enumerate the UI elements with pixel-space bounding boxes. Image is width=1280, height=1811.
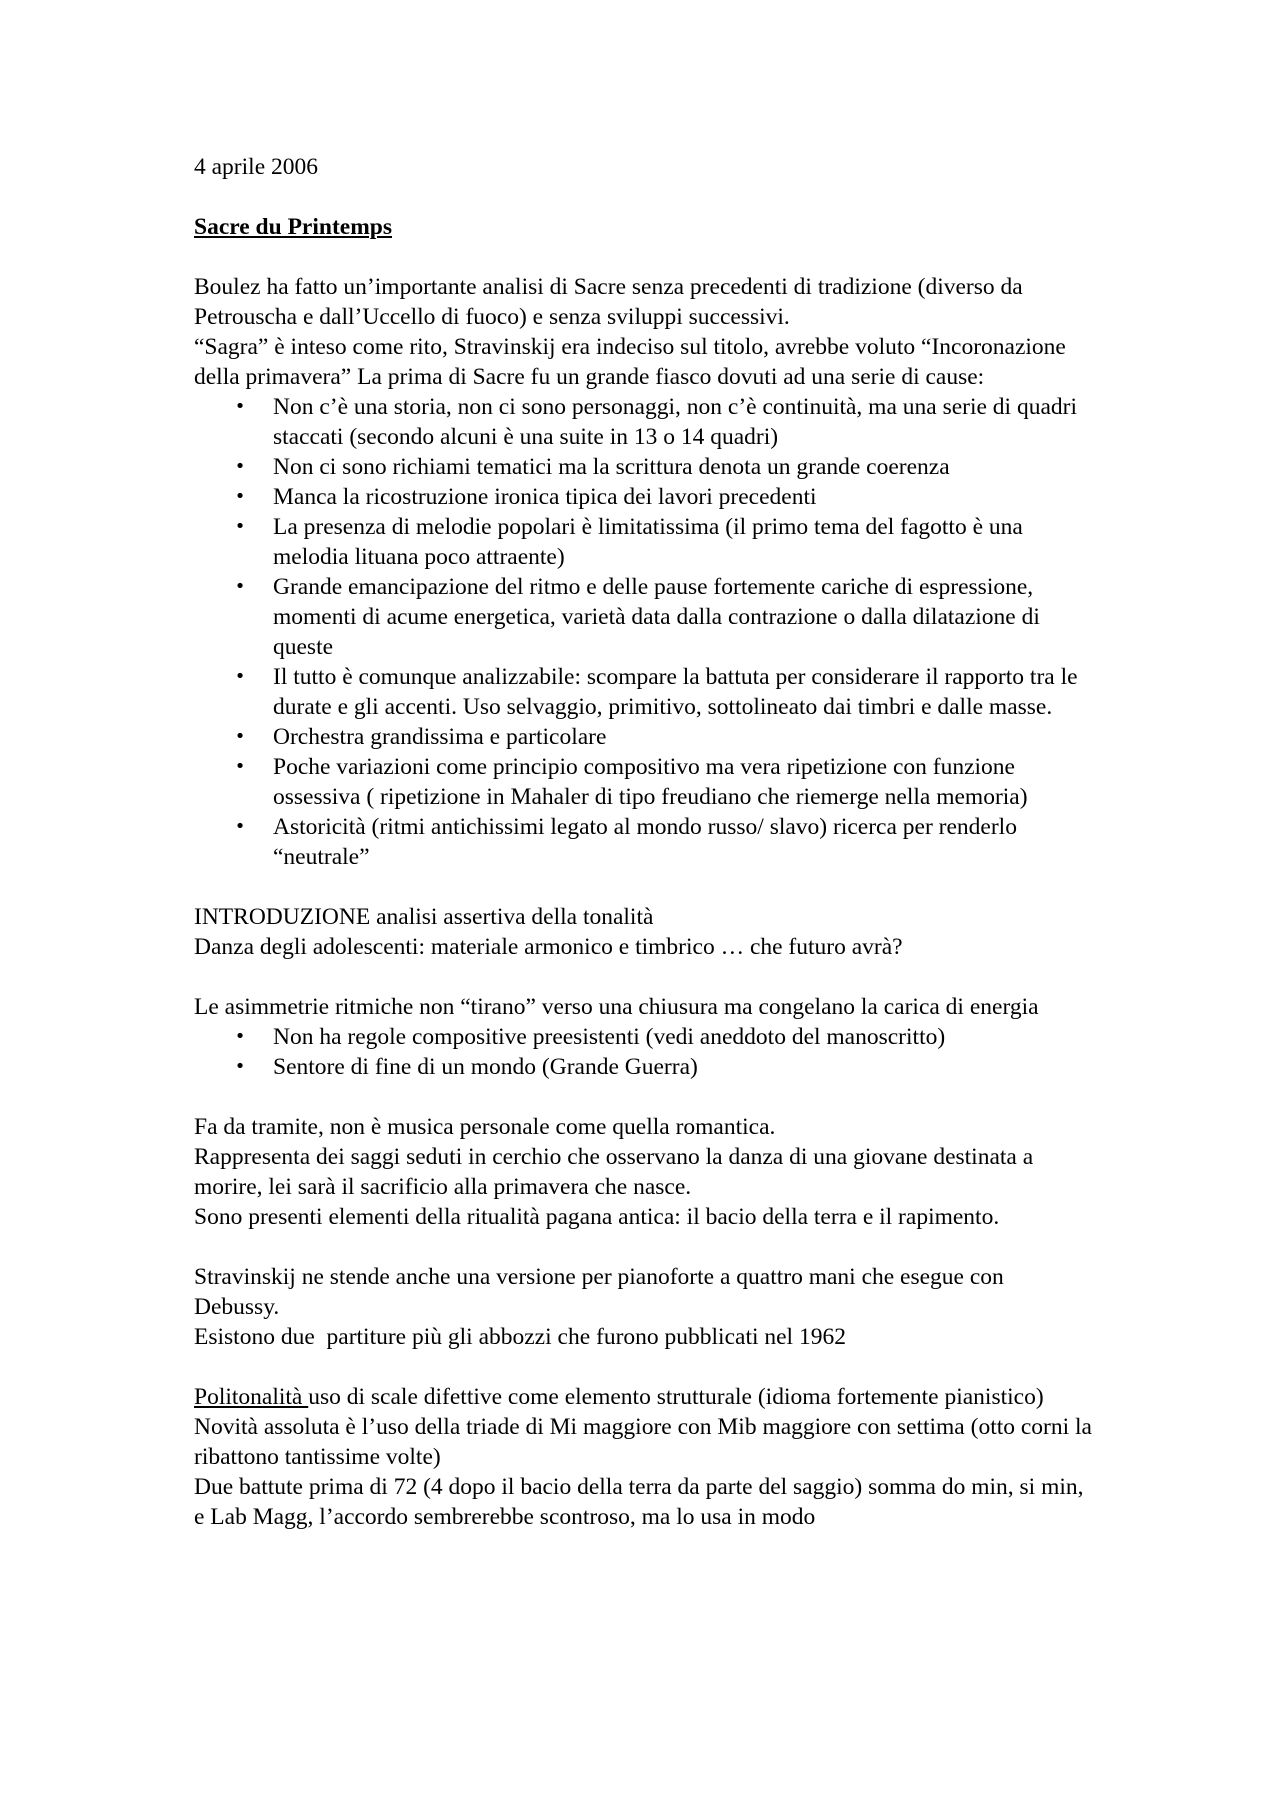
cause-item xyxy=(194,512,1094,572)
bullet-icon: • xyxy=(234,516,246,537)
document-title: Sacre du Printemps xyxy=(194,214,393,240)
spacer xyxy=(194,1352,1094,1382)
cause-text: Astoricità (ritmi antichissimi legato al mondo russo/ slavo) ricerca per renderlo “neutrale” xyxy=(273,814,1017,870)
causes-list xyxy=(194,392,1094,872)
rappresenta-paragraph: Rappresenta dei saggi seduti in cerchio che osservano la danza di una giovane destinata a morire, lei sarà il sacrificio alla primavera che nasce. xyxy=(194,1144,1034,1200)
cause-text: Non c’è una storia, non ci sono personaggi, non c’è continuità, ma una serie di quadri staccati (secondo alcuni è una suite in 13 o 14 quadri) xyxy=(273,394,1077,450)
asimmetrie-item xyxy=(194,1022,1094,1052)
politonalita-paragraph xyxy=(194,1382,1094,1472)
danza-line: Danza degli adolescenti: materiale armonico e timbrico … che futuro avrà? xyxy=(194,934,903,960)
spacer xyxy=(194,872,1094,902)
bullet-icon: • xyxy=(234,1026,246,1047)
asimmetrie-text: Non ha regole compositive preesistenti (vedi aneddoto del manoscritto) xyxy=(273,1024,946,1050)
cause-item xyxy=(194,722,1094,752)
document-date: 4 aprile 2006 xyxy=(194,154,318,180)
spacer xyxy=(194,182,1094,212)
cause-text: Poche variazioni come principio compositivo ma vera ripetizione con funzione ossessiva ( ripetizione in Mahaler di tipo freudiano che riemerge nella memoria) xyxy=(273,754,1028,810)
bullet-icon: • xyxy=(234,1056,246,1077)
cause-item xyxy=(194,572,1094,662)
intro-paragraph: Boulez ha fatto un’importante analisi di Sacre senza precedenti di tradizione (diverso da Petrouscha e dall’Uccello di fuoco) e senza sviluppi successivi. xyxy=(194,274,1023,330)
asimmetrie-text: Sentore di fine di un mondo (Grande Guerra) xyxy=(273,1054,698,1080)
cause-text: La presenza di melodie popolari è limitatissima (il primo tema del fagotto è una melodia lituana poco attraente) xyxy=(273,514,1023,570)
cause-item xyxy=(194,392,1094,452)
bullet-icon: • xyxy=(234,456,246,477)
asimmetrie-list xyxy=(194,1022,1094,1082)
tramite-line: Fa da tramite, non è musica personale come quella romantica. xyxy=(194,1114,776,1140)
cause-text: Non ci sono richiami tematici ma la scrittura denota un grande coerenza xyxy=(273,454,950,480)
sagra-paragraph: “Sagra” è inteso come rito, Stravinskij era indeciso sul titolo, avrebbe voluto “Incoronazione della primavera” La prima di Sacre fu un grande fiasco dovuti ad una serie di cause: xyxy=(194,334,1066,390)
cause-item xyxy=(194,482,1094,512)
bullet-icon: • xyxy=(234,726,246,747)
spacer xyxy=(194,1232,1094,1262)
cause-text: Grande emancipazione del ritmo e delle pause fortemente cariche di espressione, momenti di acume energetica, varietà data dalla contrazione o dalla dilatazione di queste xyxy=(273,574,1040,660)
cause-item xyxy=(194,452,1094,482)
battute-paragraph: Due battute prima di 72 (4 dopo il bacio della terra da parte del saggio) somma do min, si min, e Lab Magg, l’accordo sembrerebbe scontroso, ma lo usa in modo xyxy=(194,1474,1084,1530)
introduzione-line: INTRODUZIONE analisi assertiva della tonalità xyxy=(194,904,654,930)
bullet-icon: • xyxy=(234,666,246,687)
asimmetrie-paragraph: Le asimmetrie ritmiche non “tirano” verso una chiusura ma congelano la carica di energia xyxy=(194,994,1039,1020)
cause-text: Manca la ricostruzione ironica tipica dei lavori precedenti xyxy=(273,484,817,510)
politonalita-term: Politonalità xyxy=(194,1384,309,1410)
partiture-line: Esistono due partiture più gli abbozzi che furono pubblicati nel 1962 xyxy=(194,1324,846,1350)
bullet-icon: • xyxy=(234,576,246,597)
bullet-icon: • xyxy=(234,816,246,837)
cause-text: Orchestra grandissima e particolare xyxy=(273,724,607,750)
spacer xyxy=(194,962,1094,992)
cause-item xyxy=(194,812,1094,872)
bullet-icon: • xyxy=(234,756,246,777)
cause-item xyxy=(194,662,1094,722)
cause-text: Il tutto è comunque analizzabile: scompare la battuta per considerare il rapporto tra le durate e gli accenti. Uso selvaggio, primitivo, sottolineato dai timbri e dalle masse. xyxy=(273,664,1078,720)
versione-paragraph: Stravinskij ne stende anche una versione per pianoforte a quattro mani che esegue con Debussy. xyxy=(194,1264,1004,1320)
ritualita-line: Sono presenti elementi della ritualità pagana antica: il bacio della terra e il rapimento. xyxy=(194,1204,1000,1230)
bullet-icon: • xyxy=(234,486,246,507)
spacer xyxy=(194,242,1094,272)
asimmetrie-item xyxy=(194,1052,1094,1082)
document-page xyxy=(194,152,1094,1532)
politonalita-text: uso di scale difettive come elemento strutturale (idioma fortemente pianistico) Novità assoluta è l’uso della triade di Mi maggiore con Mib maggiore con settima (otto corni la ribattono tantissime volte) xyxy=(194,1384,1092,1470)
bullet-icon: • xyxy=(234,396,246,417)
cause-item xyxy=(194,752,1094,812)
spacer xyxy=(194,1082,1094,1112)
